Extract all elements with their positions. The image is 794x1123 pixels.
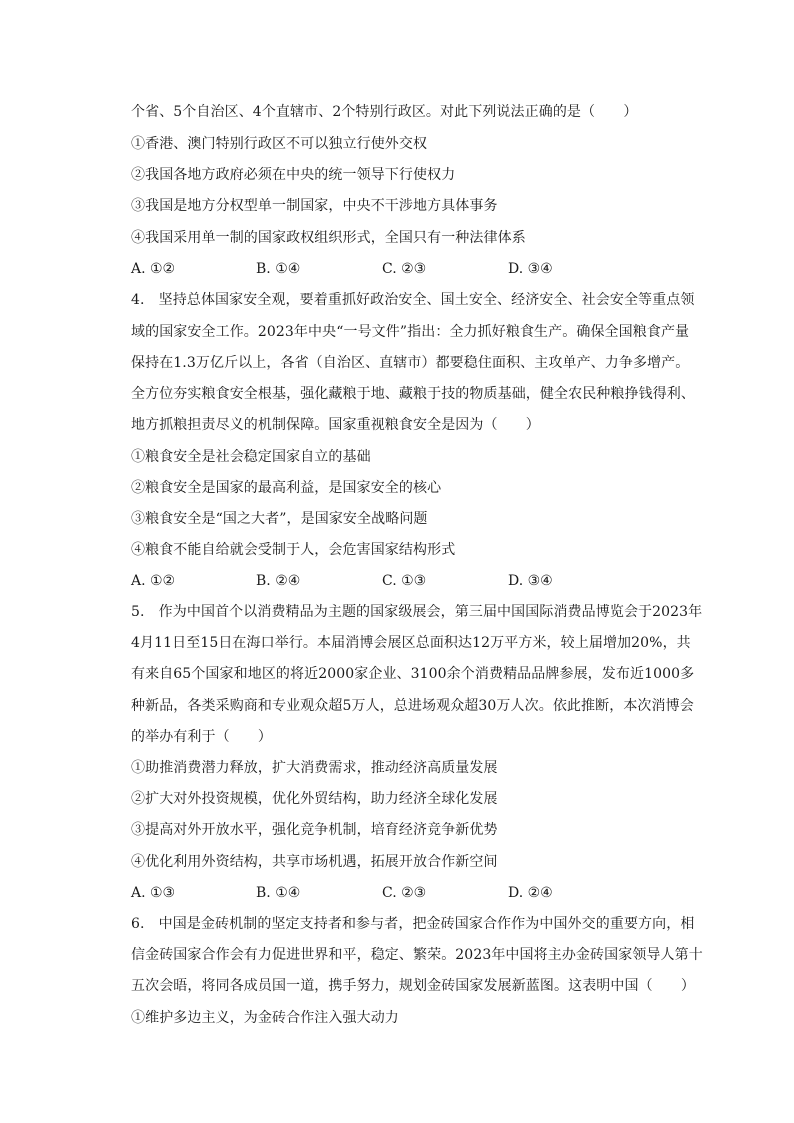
q3-statement-3: ③我国是地方分权型单一制国家，中央不干涉地方具体事务 bbox=[131, 198, 498, 214]
q4-option-d[interactable]: D. ③④ bbox=[508, 573, 553, 589]
q3-options bbox=[131, 259, 691, 279]
q4-option-c[interactable]: C. ①③ bbox=[382, 573, 427, 589]
q4-stem-line-5: 地方抓粮担责尽义的机制保障。国家重视粮食安全是因为（ ） bbox=[131, 417, 540, 433]
q4-stem-line-3: 保持在1.3万亿斤以上，各省（自治区、直辖市）都要稳住面积、主攻单产、力争多增产。 bbox=[131, 355, 690, 371]
q3-stem-line: 个省、5个自治区、4个直辖市、2个特别行政区。对此下列说法正确的是（ ） bbox=[131, 104, 638, 120]
q4-statement-2: ②粮食安全是国家的最高利益，是国家安全的核心 bbox=[131, 480, 442, 496]
q5-statement-3: ③提高对外开放水平，强化竞争机制，培育经济竞争新优势 bbox=[131, 822, 498, 838]
q5-option-d[interactable]: D. ②④ bbox=[508, 885, 553, 901]
q3-statement-1: ①香港、澳门特别行政区不可以独立行使外交权 bbox=[131, 136, 428, 152]
q6-stem-line-1: 6. 中国是金砖机制的坚定支持者和参与者，把金砖国家合作作为中国外交的重要方向，相 bbox=[131, 916, 695, 932]
q6-stem-line-3: 五次会晤，将同各成员国一道，携手努力，规划金砖国家发展新蓝图。这表明中国（ ） bbox=[131, 978, 695, 994]
q4-statement-3: ③粮食安全是“国之大者”，是国家安全战略问题 bbox=[131, 511, 428, 527]
q5-stem-line-3: 有来自65个国家和地区的将近2000家企业、3100余个消费精品品牌参展，发布近1000多 bbox=[131, 666, 695, 682]
q6-stem-line-2: 信金砖国家合作会有力促进世界和平，稳定、繁荣。2023年中国将主办金砖国家领导人第十 bbox=[131, 947, 703, 963]
q5-statement-4: ④优化利用外资结构，共享市场机遇，拓展开放合作新空间 bbox=[131, 854, 498, 870]
q3-option-a[interactable]: A. ①② bbox=[131, 261, 176, 277]
q4-option-b[interactable]: B. ②④ bbox=[256, 573, 301, 589]
q3-statement-2: ②我国各地方政府必须在中央的统一领导下行使权力 bbox=[131, 167, 456, 183]
q5-statement-1: ①助推消费潜力释放，扩大消费需求，推动经济高质量发展 bbox=[131, 760, 498, 776]
q5-stem-line-5: 的举办有利于（ ） bbox=[131, 729, 272, 745]
q3-statement-4: ④我国采用单一制的国家政权组织形式，全国只有一种法律体系 bbox=[131, 230, 526, 246]
q3-option-b[interactable]: B. ①④ bbox=[256, 261, 301, 277]
q5-stem-line-2: 4月11日至15日在海口举行。本届消博会展区总面积达12万平方米，较上届增加20%，共 bbox=[131, 635, 691, 651]
q4-stem-line-2: 域的国家安全工作。2023年中央“一号文件”指出：全力抓好粮食生产。确保全国粮食产量 bbox=[131, 324, 690, 340]
q4-stem-line-4: 全方位夯实粮食安全根基，强化藏粮于地、藏粮于技的物质基础，健全农民种粮挣钱得利、 bbox=[131, 386, 695, 402]
q6-statement-1: ①维护多边主义，为金砖合作注入强大动力 bbox=[131, 1010, 399, 1026]
q4-statement-1: ①粮食安全是社会稳定国家自立的基础 bbox=[131, 449, 371, 465]
q5-option-c[interactable]: C. ②③ bbox=[382, 885, 427, 901]
q5-options bbox=[131, 883, 691, 903]
q5-stem-line-1: 5. 作为中国首个以消费精品为主题的国家级展会，第三届中国国际消费品博览会于2023年 bbox=[131, 604, 703, 620]
q5-option-b[interactable]: B. ①④ bbox=[256, 885, 301, 901]
q5-statement-2: ②扩大对外投资规模，优化外贸结构，助力经济全球化发展 bbox=[131, 791, 498, 807]
q4-statement-4: ④粮食不能自给就会受制于人，会危害国家结构形式 bbox=[131, 542, 456, 558]
q3-option-c[interactable]: C. ②③ bbox=[382, 261, 427, 277]
q5-option-a[interactable]: A. ①③ bbox=[131, 885, 176, 901]
q4-option-a[interactable]: A. ①② bbox=[131, 573, 176, 589]
q4-options bbox=[131, 571, 691, 591]
q5-stem-line-4: 种新品，各类采购商和专业观众超5万人，总进场观众超30万人次。依此推断，本次消博会 bbox=[131, 698, 694, 714]
q3-option-d[interactable]: D. ③④ bbox=[508, 261, 553, 277]
q4-stem-line-1: 4. 坚持总体国家安全观，要着重抓好政治安全、国土安全、经济安全、社会安全等重点领 bbox=[131, 292, 695, 308]
